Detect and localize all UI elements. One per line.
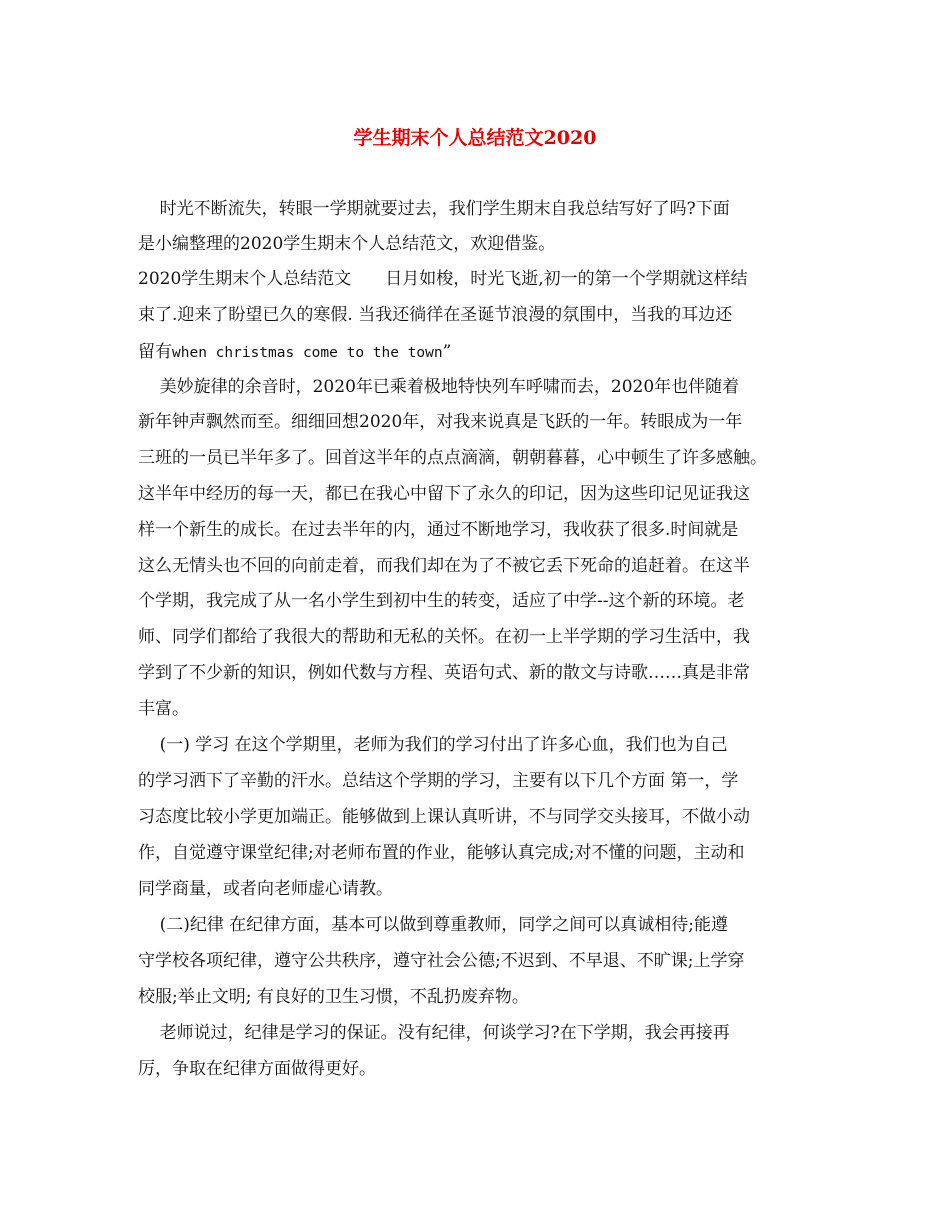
paragraph-line: 守学校各项纪律，遵守公共秩序，遵守社会公德;不迟到、不早退、不旷课;上学穿 bbox=[138, 951, 745, 971]
paragraph-line: 作，自觉遵守课堂纪律;对老师布置的作业，能够认真完成;对不懂的问题，主动和 bbox=[138, 843, 745, 863]
document-title: 学生期末个人总结范文2020 bbox=[353, 127, 597, 149]
paragraph-line: 老师说过，纪律是学习的保证。没有纪律，何谈学习?在下学期，我会再接再 bbox=[138, 1023, 730, 1043]
paragraph-line: 同学商量，或者向老师虚心请教。 bbox=[138, 879, 393, 899]
paragraph-line: 校服;举止文明; 有良好的卫生习惯，不乱扔废弃物。 bbox=[138, 987, 529, 1007]
paragraph-line bbox=[138, 339, 451, 366]
paragraph-line: 学到了不少新的知识，例如代数与方程、英语句式、新的散文与诗歌……真是非常 bbox=[138, 663, 750, 683]
paragraph-line: 束了.迎来了盼望已久的寒假. 当我还徜徉在圣诞节浪漫的氛围中，当我的耳边还 bbox=[138, 305, 733, 325]
paragraph-line: 习态度比较小学更加端正。能够做到上课认真听讲，不与同学交头接耳，不做小动 bbox=[138, 807, 750, 827]
line-prefix: 留有 bbox=[138, 342, 172, 362]
paragraph-line: 三班的一员已半年多了。回首这半年的点点滴滴，朝朝暮暮，心中顿生了许多感触。 bbox=[138, 448, 767, 468]
paragraph-line: 师、同学们都给了我很大的帮助和无私的关怀。在初一上半学期的学习生活中，我 bbox=[138, 627, 750, 647]
paragraph-line: 个学期，我完成了从一名小学生到初中生的转变，适应了中学--这个新的环境。老 bbox=[138, 591, 745, 611]
paragraph-line: (二)纪律 在纪律方面，基本可以做到尊重教师，同学之间可以真诚相待;能遵 bbox=[138, 915, 729, 935]
paragraph-line: 厉，争取在纪律方面做得更好。 bbox=[138, 1059, 376, 1079]
paragraph-line: 这半年中经历的每一天，都已在我心中留下了永久的印记，因为这些印记见证我这 bbox=[138, 484, 750, 504]
paragraph-line: 丰富。 bbox=[138, 699, 189, 719]
paragraph-line: (一) 学习 在这个学期里，老师为我们的学习付出了许多心血，我们也为自己 bbox=[138, 735, 728, 755]
paragraph-line: 新年钟声飘然而至。细细回想2020年，对我来说真是飞跃的一年。转眼成为一年 bbox=[138, 412, 743, 432]
paragraph-line: 这么无情头也不回的向前走着，而我们却在为了不被它丢下死命的追赶着。在这半 bbox=[138, 556, 750, 576]
paragraph-line: 样一个新生的成长。在过去半年的内，通过不断地学习，我收获了很多.时间就是 bbox=[138, 520, 739, 540]
closing-quote: ” bbox=[442, 342, 452, 362]
english-phrase: when christmas come to the town bbox=[172, 345, 443, 361]
paragraph-line: 是小编整理的2020学生期末个人总结范文，欢迎借鉴。 bbox=[138, 234, 556, 254]
paragraph-line: 时光不断流失，转眼一学期就要过去，我们学生期末自我总结写好了吗?下面 bbox=[138, 199, 730, 219]
paragraph-line: 2020学生期末个人总结范文 日月如梭，时光飞逝,初一的第一个学期就这样结 bbox=[138, 269, 748, 289]
paragraph-line: 的学习洒下了辛勤的汗水。总结这个学期的学习，主要有以下几个方面 第一，学 bbox=[138, 771, 739, 791]
paragraph-line: 美妙旋律的余音时，2020年已乘着极地特快列车呼啸而去，2020年也伴随着 bbox=[138, 377, 740, 397]
